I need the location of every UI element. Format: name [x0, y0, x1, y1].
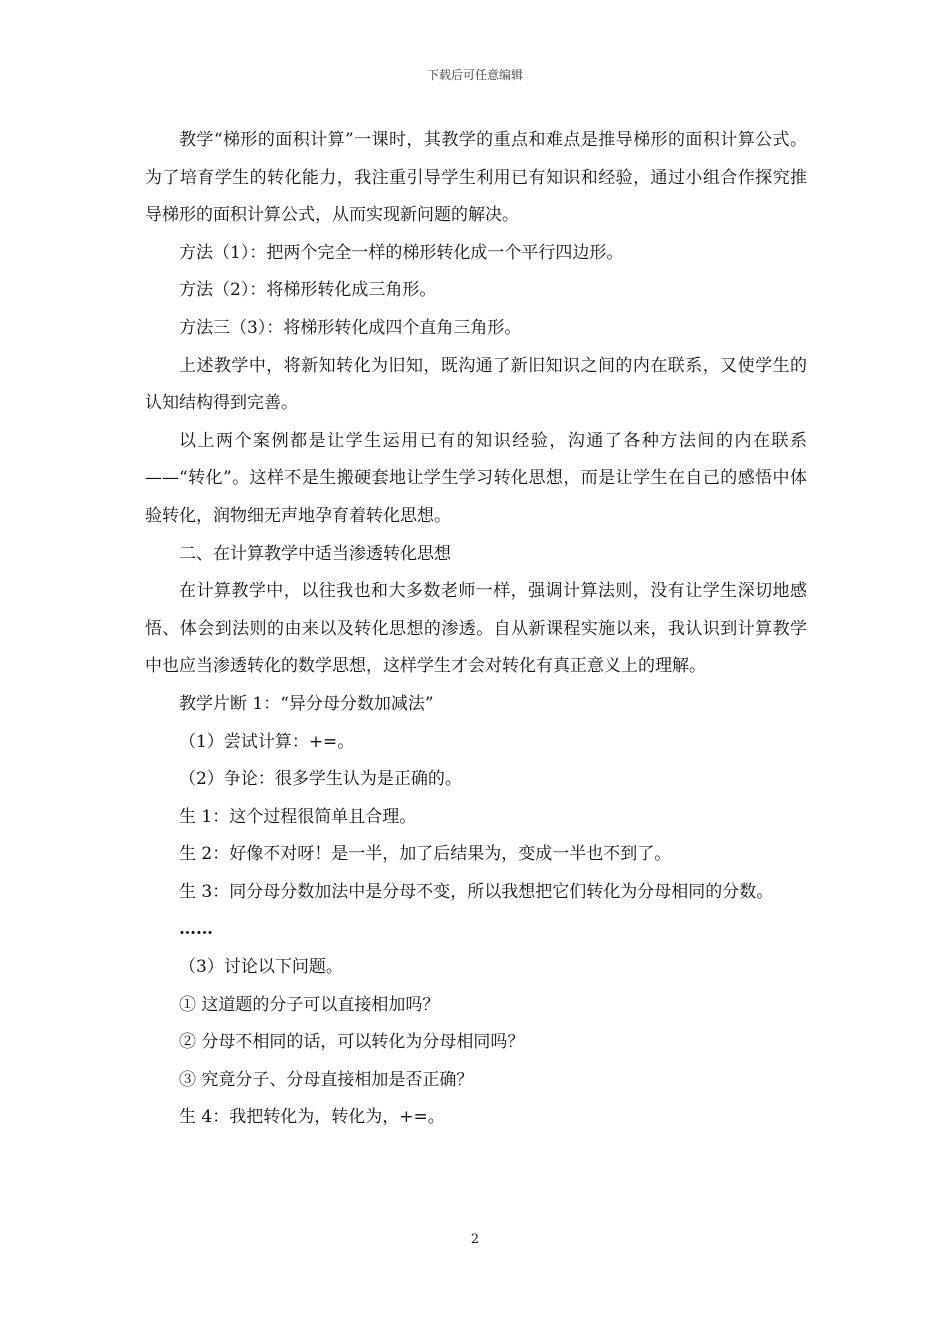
paragraph: 生 3：同分母分数加法中是分母不变，所以我想把它们转化为分母相同的分数。 [179, 881, 774, 902]
paragraph: 方法三（3）：将梯形转化成四个直角三角形。 [179, 317, 522, 338]
paragraph: 生 1：这个过程很简单且合理。 [179, 806, 417, 827]
paragraph: （3）讨论以下问题。 [179, 957, 343, 978]
paragraph: （2）争论：很多学生认为是正确的。 [179, 769, 462, 790]
section-heading: 二、在计算教学中适当渗透转化思想 [179, 543, 451, 564]
paragraph: 教学片断 1：“异分母分数加减法” [179, 693, 434, 714]
list-item: ③ 究竟分子、分母直接相加是否正确？ [179, 1069, 474, 1090]
paragraph: 以上两个案例都是让学生运用已有的知识经验，沟通了各种方法间的内在联系——“转化”。这样不是生搬硬套地让学生学习转化思想，而是让学生在自己的感悟中体验转化，润物细无声地孕育着转化思想。 [145, 430, 807, 526]
paragraph: 教学“梯形的面积计算”一课时，其教学的重点和难点是推导梯形的面积计算公式。为了培育学生的转化能力，我注重引导学生利用已有知识和经验，通过小组合作探究推导梯形的面积计算公式，从而实现新问题的解决。 [145, 130, 807, 226]
paragraph: 生 4：我把转化为，转化为，+=。 [179, 1107, 445, 1128]
paragraph: 生 2：好像不对呀！是一半，加了后结果为，变成一半也不到了。 [179, 844, 672, 865]
paragraph: 方法（1）：把两个完全一样的梯形转化成一个平行四边形。 [179, 242, 624, 263]
document-body [145, 122, 807, 1137]
page-header: 下载后可任意编辑 [426, 68, 523, 82]
ellipsis: …… [179, 919, 213, 940]
paragraph: （1）尝试计算：+=。 [179, 731, 355, 752]
page-number: 2 [470, 1232, 480, 1247]
paragraph: 上述教学中，将新知转化为旧知，既沟通了新旧知识之间的内在联系，又使学生的认知结构得到完善。 [145, 355, 807, 414]
list-item: ② 分母不相同的话，可以转化为分母相同吗？ [179, 1032, 525, 1053]
paragraph: 方法（2）：将梯形转化成三角形。 [179, 280, 437, 301]
paragraph: 在计算教学中，以往我也和大多数老师一样，强调计算法则，没有让学生深切地感悟、体会到法则的由来以及转化思想的渗透。自从新课程实施以来，我认识到计算教学中也应当渗透转化的数学思想，这样学生才会对转化有真正意义上的理解。 [145, 581, 807, 677]
list-item: ① 这道题的分子可以直接相加吗？ [179, 994, 440, 1015]
